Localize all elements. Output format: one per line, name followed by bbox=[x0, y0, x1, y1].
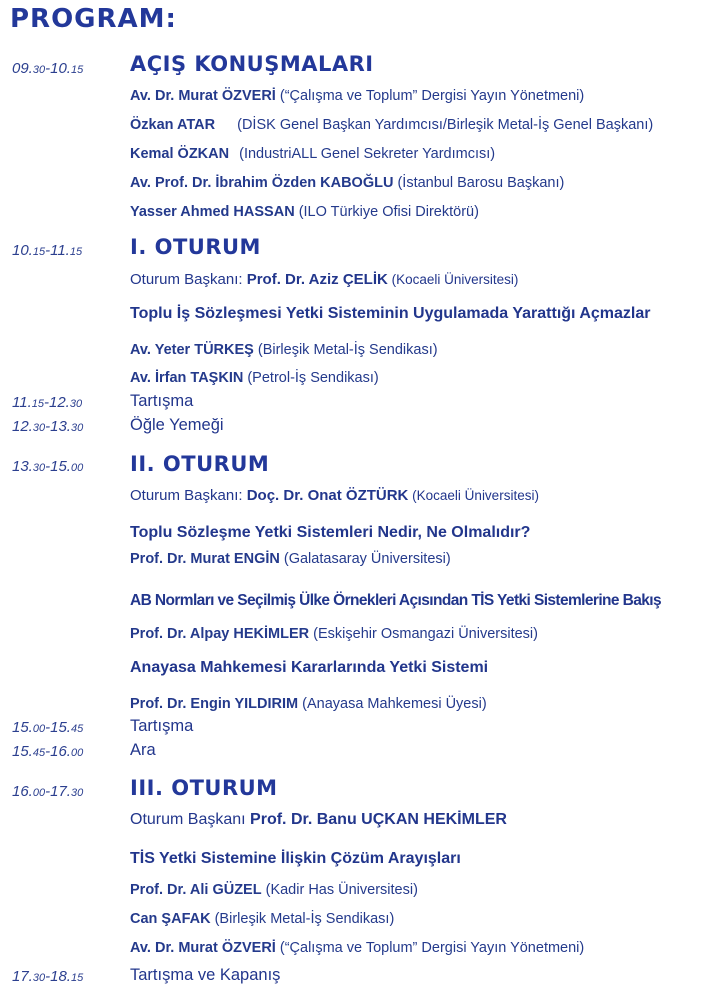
talk-topic: TİS Yetki Sistemine İlişkin Çözüm Arayışları bbox=[130, 850, 461, 867]
session-chair: Oturum Başkanı: Prof. Dr. Aziz ÇELİK (Kocaeli Üniversitesi) bbox=[130, 271, 519, 288]
section-heading: II. OTURUM bbox=[130, 452, 270, 476]
section-heading: III. OTURUM bbox=[130, 776, 278, 800]
speaker-line: Av. İrfan TAŞKIN (Petrol-İş Sendikası) bbox=[130, 370, 379, 386]
speaker-line: Av. Yeter TÜRKEŞ (Birleşik Metal-İş Sendikası) bbox=[130, 342, 438, 358]
time-slot: 13.30-15.00 bbox=[12, 458, 84, 475]
speaker-line: Av. Dr. Murat ÖZVERİ (“Çalışma ve Toplum” Dergisi Yayın Yönetmeni) bbox=[130, 940, 585, 956]
talk-topic: AB Normları ve Seçilmiş Ülke Örnekleri Açısından TİS Yetki Sistemlerine Bakış bbox=[130, 592, 662, 609]
speaker-line: Prof. Dr. Murat ENGİN (Galatasaray Üniversitesi) bbox=[130, 551, 451, 567]
talk-topic: Toplu Sözleşme Yetki Sistemleri Nedir, Ne Olmalıdır? bbox=[130, 524, 531, 541]
speaker-line: Can ŞAFAK (Birleşik Metal-İş Sendikası) bbox=[130, 911, 395, 927]
speaker-line: Av. Prof. Dr. İbrahim Özden KABOĞLU (İstanbul Barosu Başkanı) bbox=[130, 175, 565, 191]
section-heading: AÇIŞ KONUŞMALARI bbox=[130, 52, 374, 76]
speaker-line: Prof. Dr. Engin YILDIRIM (Anayasa Mahkemesi Üyesi) bbox=[130, 696, 487, 712]
speaker-line: Yasser Ahmed HASSAN (ILO Türkiye Ofisi Direktörü) bbox=[130, 204, 479, 220]
talk-topic: Anayasa Mahkemesi Kararlarında Yetki Sistemi bbox=[130, 659, 489, 676]
page-title: PROGRAM: bbox=[10, 4, 177, 34]
session-chair: Oturum Başkanı Prof. Dr. Banu UÇKAN HEKİMLER bbox=[130, 811, 507, 828]
speaker-line: Av. Dr. Murat ÖZVERİ (“Çalışma ve Toplum” Dergisi Yayın Yönetmeni) bbox=[130, 88, 585, 104]
time-slot: 16.00-17.30 bbox=[12, 783, 84, 800]
discussion-item: Tartışma bbox=[130, 717, 194, 735]
time-slot: 15.45-16.00 bbox=[12, 743, 84, 760]
break-item: Ara bbox=[130, 741, 156, 759]
speaker-line: Prof. Dr. Ali GÜZEL (Kadir Has Üniversitesi) bbox=[130, 882, 418, 898]
speaker-line: Prof. Dr. Alpay HEKİMLER (Eskişehir Osmangazi Üniversitesi) bbox=[130, 626, 538, 642]
time-slot: 09.30-10.15 bbox=[12, 60, 84, 77]
speaker-line: Kemal ÖZKAN (IndustriALL Genel Sekreter Yardımcısı) bbox=[130, 146, 496, 162]
time-slot: 15.00-15.45 bbox=[12, 719, 84, 736]
session-chair: Oturum Başkanı: Doç. Dr. Onat ÖZTÜRK (Kocaeli Üniversitesi) bbox=[130, 487, 539, 504]
talk-topic: Toplu İş Sözleşmesi Yetki Sisteminin Uygulamada Yarattığı Açmazlar bbox=[130, 305, 651, 322]
lunch-item: Öğle Yemeği bbox=[130, 416, 224, 434]
closing-item: Tartışma ve Kapanış bbox=[130, 966, 281, 984]
discussion-item: Tartışma bbox=[130, 392, 194, 410]
time-slot: 10.15-11.15 bbox=[12, 242, 83, 259]
section-heading: I. OTURUM bbox=[130, 235, 261, 259]
time-slot: 12.30-13.30 bbox=[12, 418, 84, 435]
time-slot: 17.30-18.15 bbox=[12, 968, 84, 985]
time-slot: 11.15-12.30 bbox=[12, 394, 83, 411]
speaker-line: Özkan ATAR (DİSK Genel Başkan Yardımcısı/Birleşik Metal-İş Genel Başkanı) bbox=[130, 117, 654, 133]
